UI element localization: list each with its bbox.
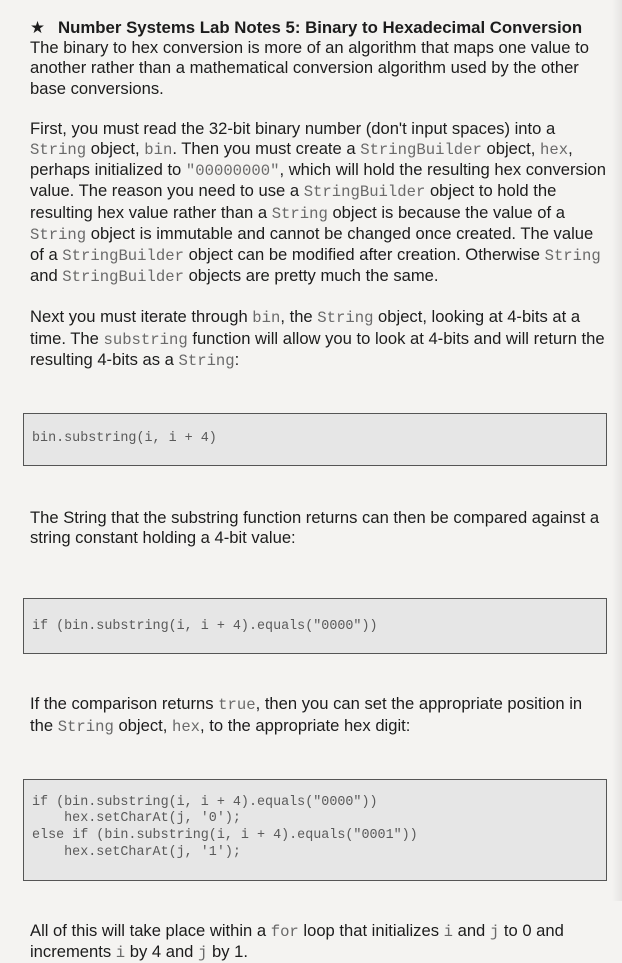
text-run: object, bbox=[86, 139, 145, 159]
code-i: i bbox=[115, 944, 126, 963]
text-run: If the comparison returns bbox=[30, 694, 219, 714]
text-run: . Then you must create a bbox=[172, 139, 361, 159]
text-run: object, bbox=[113, 715, 172, 735]
for-loop-paragraph bbox=[30, 921, 608, 963]
set-char-paragraph bbox=[30, 694, 608, 736]
page-edge-shadow bbox=[612, 0, 622, 901]
code-block-substring: bin.substring(i, i + 4) bbox=[23, 413, 607, 466]
text-run: and bbox=[452, 920, 490, 940]
text-run: object can be modified after creation. Otherwise bbox=[183, 245, 545, 265]
star-icon: ★ bbox=[30, 18, 46, 37]
text-run: , which will hold the resulting hex conversion value. The reason you need to use a bbox=[30, 160, 606, 201]
code-stringbuilder: StringBuilder bbox=[303, 183, 426, 202]
text-run: , the bbox=[280, 307, 318, 327]
code-hex: hex bbox=[540, 141, 569, 160]
text-run: object to hold the resulting hex value rather than a bbox=[30, 181, 557, 222]
text-run: loop that initializes bbox=[298, 920, 444, 940]
code-for: for bbox=[270, 922, 299, 941]
code-string: String bbox=[544, 247, 601, 266]
text-run: , perhaps initialized to bbox=[30, 139, 573, 180]
code-i: i bbox=[443, 922, 453, 941]
code-bin: bin bbox=[144, 141, 173, 160]
text-run: , to the appropriate hex digit: bbox=[200, 715, 411, 735]
code-string: String bbox=[178, 351, 235, 370]
page-title bbox=[30, 18, 608, 38]
title-text: Number Systems Lab Notes 5: Binary to Hexadecimal Conversion bbox=[58, 18, 583, 37]
intro-paragraph: The binary to hex conversion is more of an algorithm that maps one value to another rather than a mathematical conversion algorithm used by the other base conversions. bbox=[30, 38, 589, 98]
code-stringbuilder: StringBuilder bbox=[62, 247, 184, 266]
text-run: First, you must read the 32-bit binary number (don't input spaces) into a bbox=[30, 118, 556, 138]
code-j: j bbox=[198, 944, 208, 963]
text-run: object, bbox=[481, 139, 540, 159]
code-true: true bbox=[218, 696, 256, 715]
code-hex: hex bbox=[171, 717, 201, 736]
text-run: object is because the value of a bbox=[327, 202, 565, 222]
lab-notes-page bbox=[30, 18, 608, 963]
text-run: object, looking at 4-bits at a time. The bbox=[30, 307, 581, 348]
code-block-if-else: if (bin.substring(i, i + 4).equals("0000")) hex.setCharAt(j, '0'); else if (bin.substring(i, i + 4).equals("0001")) hex.setCharAt(j, '1'); bbox=[23, 779, 607, 881]
code-stringbuilder: StringBuilder bbox=[360, 141, 482, 160]
code-string: String bbox=[317, 309, 374, 328]
code-bin: bin bbox=[252, 309, 281, 328]
code-substring: substring bbox=[103, 330, 188, 349]
text-run: , then you can set the appropriate position in the bbox=[30, 694, 583, 735]
code-string: String bbox=[57, 717, 114, 736]
code-string: String bbox=[30, 141, 87, 160]
code-initial-value: "00000000" bbox=[185, 162, 280, 181]
compare-paragraph: The String that the substring function returns can then be compared against a string constant holding a 4-bit value: bbox=[30, 508, 600, 548]
reading-input-paragraph bbox=[30, 119, 608, 288]
code-string: String bbox=[30, 225, 87, 244]
text-run: by 1. bbox=[207, 942, 248, 962]
text-run: by 4 and bbox=[125, 942, 199, 962]
text-run: : bbox=[234, 349, 240, 369]
text-run: function will allow you to look at 4-bits and will return the resulting 4-bits as a bbox=[30, 328, 605, 369]
code-block-compare: if (bin.substring(i, i + 4).equals("0000")) bbox=[23, 598, 607, 654]
text-run: Next you must iterate through bbox=[30, 307, 253, 327]
text-run: and bbox=[30, 266, 63, 286]
text-run: object is immutable and cannot be changed once created. The value of a bbox=[30, 223, 594, 265]
code-stringbuilder: StringBuilder bbox=[62, 268, 184, 287]
code-string: String bbox=[271, 204, 328, 223]
text-run: All of this will take place within a bbox=[30, 920, 271, 940]
iterate-paragraph bbox=[30, 307, 608, 371]
code-j: j bbox=[489, 922, 500, 941]
text-run: to 0 and increments bbox=[30, 920, 564, 962]
text-run: objects are pretty much the same. bbox=[183, 266, 439, 286]
